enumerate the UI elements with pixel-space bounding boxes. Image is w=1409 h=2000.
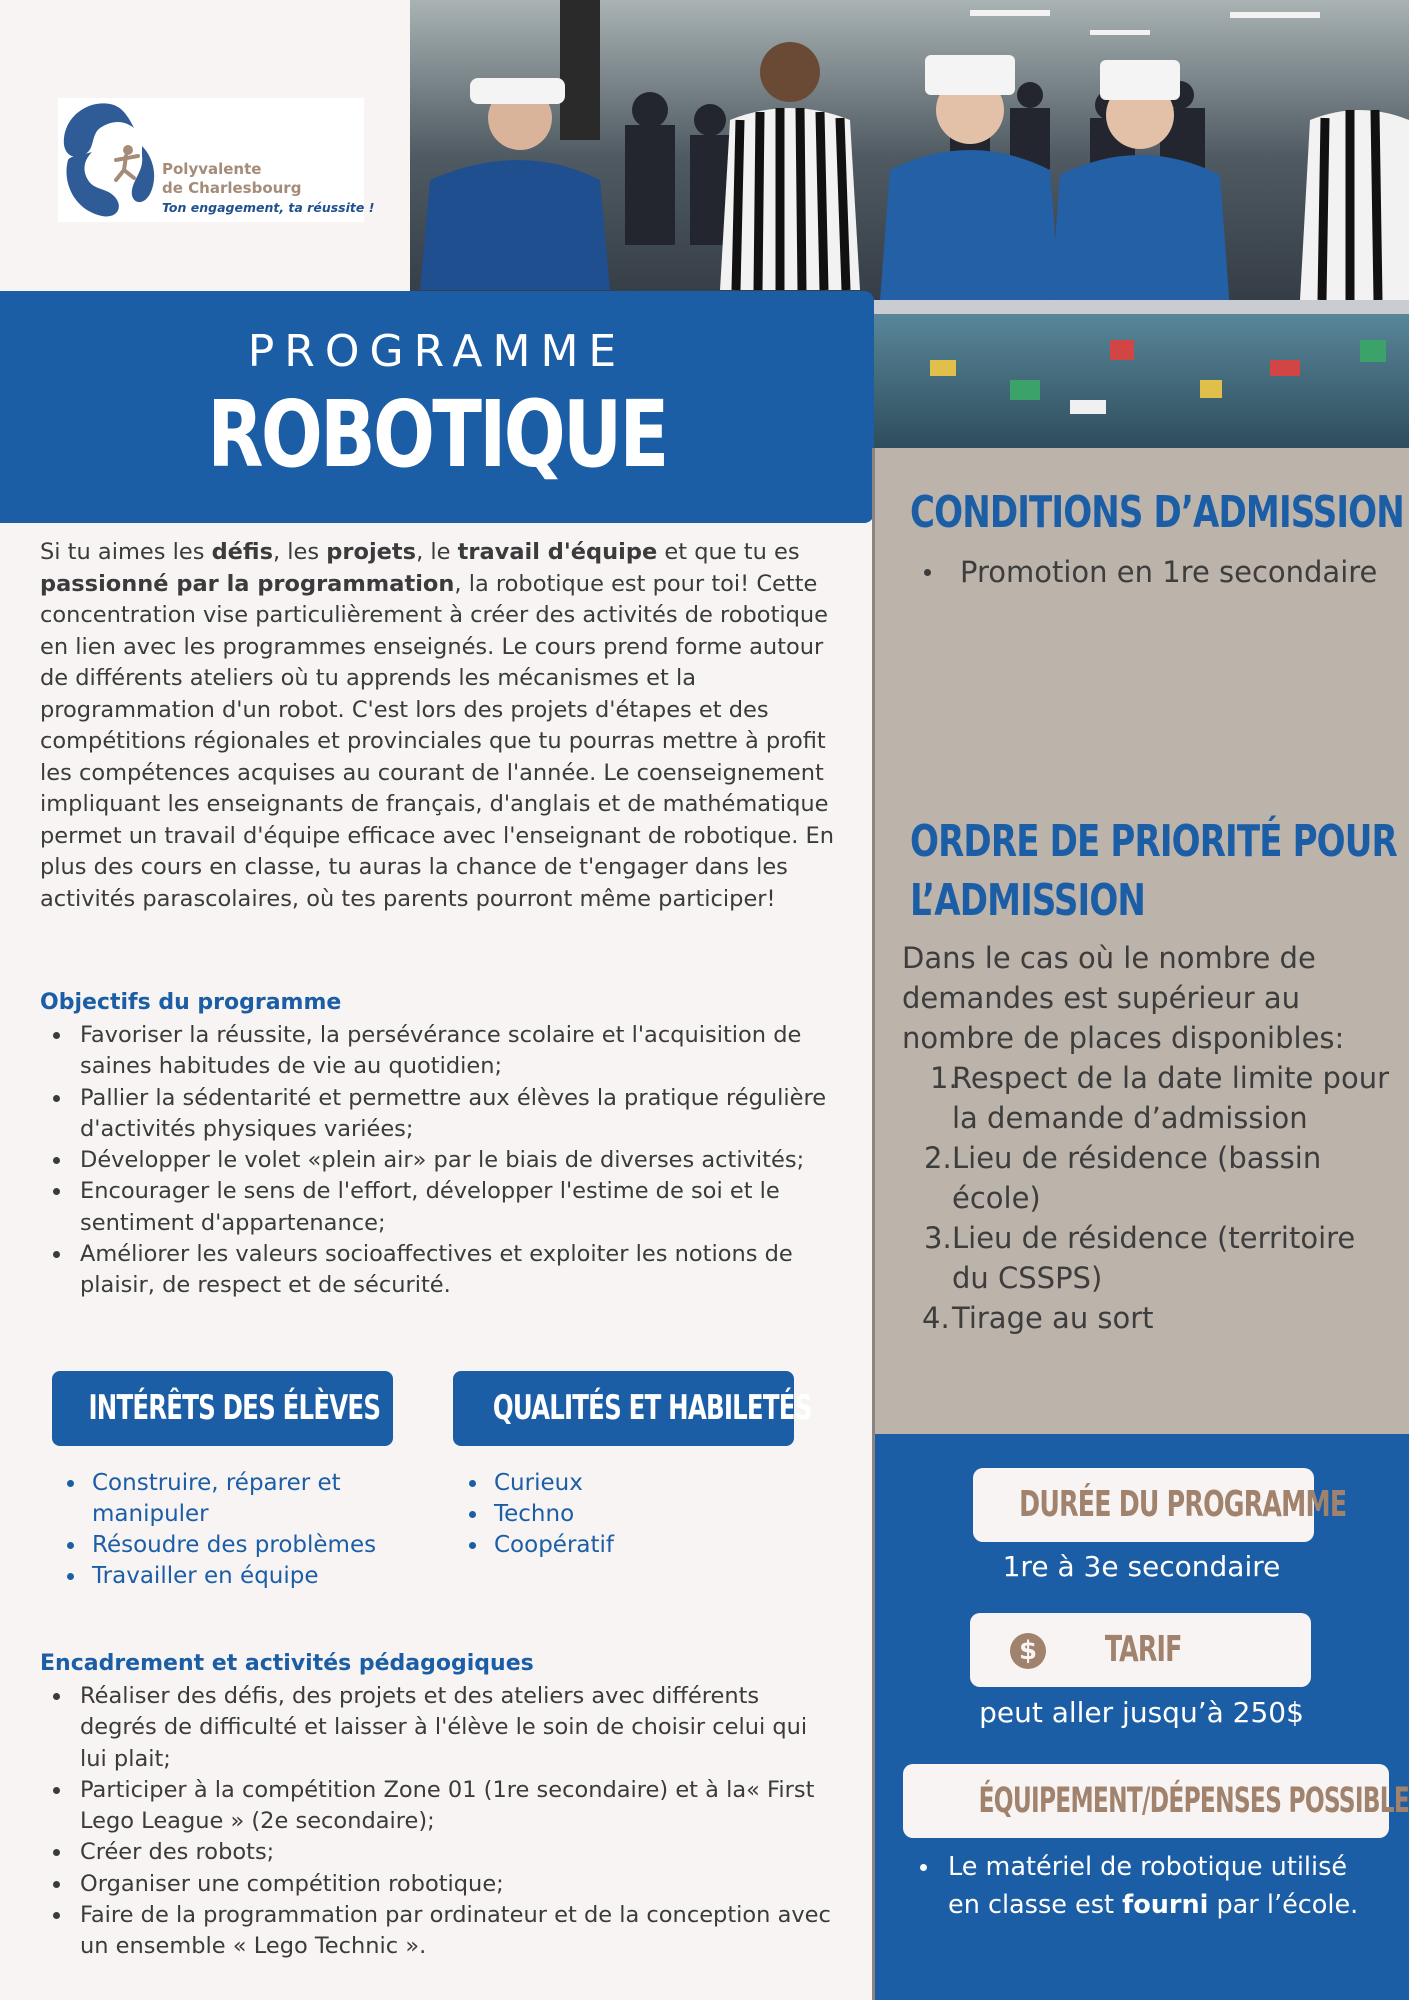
priority-item-text: Lieu de résidence (bassin école): [952, 1141, 1322, 1215]
list-item: Participer à la compétition Zone 01 (1re secondaire) et à la« First Lego League » (2e secondaire);: [40, 1775, 840, 1838]
list-item: Travailler en équipe: [52, 1561, 392, 1592]
logo-tagline: Ton engagement, ta réussite !: [162, 200, 375, 215]
priority-item-text: Lieu de résidence (territoire du CSSPS): [952, 1221, 1356, 1295]
priority-list: [902, 1058, 1392, 1338]
intro-text: , le: [416, 539, 458, 565]
conditions-heading: CONDITIONS D’ADMISSION: [910, 487, 1404, 538]
list-number: 1.: [930, 1061, 958, 1095]
equipment-text-part: par l’école.: [1208, 1890, 1359, 1920]
list-item: Résoudre des problèmes: [52, 1530, 392, 1561]
list-item: [922, 552, 1382, 592]
tariff-label: TARIF: [1105, 1629, 1182, 1670]
condition-text: Promotion en 1re secondaire: [960, 555, 1378, 589]
equipment-label: ÉQUIPEMENT/DÉPENSES POSSIBLE: [978, 1781, 1409, 1821]
intro-bold: projets: [326, 539, 417, 565]
intro-bold: défis: [211, 539, 273, 565]
list-item: Développer le volet «plein air» par le biais de diverses activités;: [40, 1145, 840, 1176]
list-number: 4.: [922, 1301, 950, 1335]
interests-list: [52, 1468, 392, 1592]
qualities-list: [454, 1468, 794, 1561]
interests-heading-box: [52, 1371, 393, 1446]
duration-label: DURÉE DU PROGRAMME: [1019, 1484, 1347, 1525]
bullet-dot: [924, 569, 931, 576]
objectives-heading: Objectifs du programme: [40, 990, 342, 1015]
duration-label-box: [973, 1468, 1347, 1542]
tariff-label-box: [970, 1613, 1311, 1687]
duration-value: 1re à 3e secondaire: [1002, 1550, 1281, 1583]
list-item: Pallier la sédentarité et permettre aux élèves la pratique régulière d'activités physiques variées;: [40, 1083, 840, 1146]
list-item: Créer des robots;: [40, 1837, 840, 1868]
school-logo: [58, 98, 375, 222]
intro-text: , la robotique est pour toi! Cette concentration vise particulièrement à créer des activités de robotique en lien avec les programmes enseignés. Le cours prend forme autour de différents ateliers où tu apprends les mécanismes et la programmation d'un robot. C'est lors des projets d'étapes et des compétitions régionales et provinciales que tu pourras mettre à profit les compétences acquises au courant de l'année. Le coenseignement impliquant les enseignants de français, d'anglais et de mathématique permet un travail d'équipe efficace avec l'enseignant de robotique. En plus des cours en classe, tu auras la chance de t'engager dans les activités parascolaires, où tes parents pourront même participer!: [40, 570, 834, 912]
list-item: [902, 1138, 1392, 1218]
list-item: Favoriser la réussite, la persévérance scolaire et l'acquisition de saines habitudes de vie au quotidien;: [40, 1020, 840, 1083]
dollar-icon: $: [1010, 1633, 1046, 1669]
equipment-text-part: Le matériel de robotique utilisé en classe est: [948, 1852, 1348, 1920]
interests-heading: INTÉRÊTS DES ÉLÈVES: [88, 1388, 381, 1428]
tariff-value: peut aller jusqu’à 250$: [979, 1696, 1304, 1729]
list-item: [910, 1848, 1380, 1924]
logo-name-line2: de Charlesbourg: [162, 179, 302, 197]
list-item: Curieux: [454, 1468, 794, 1499]
title-kicker: PROGRAMME: [247, 326, 627, 377]
title-text-container: [0, 291, 874, 523]
list-number: 2.: [924, 1141, 952, 1175]
equipment-text-bold: fourni: [1122, 1890, 1209, 1920]
intro-text: Si tu aimes les: [40, 539, 212, 565]
priority-heading-line2: L’ADMISSION: [910, 875, 1146, 926]
intro-paragraph: [40, 537, 840, 915]
intro-text: et que tu es: [657, 539, 800, 565]
priority-item-text: Respect de la date limite pour la demande d’admission: [952, 1061, 1390, 1135]
intro-text: , les: [273, 539, 327, 565]
list-item: Techno: [454, 1499, 794, 1530]
list-item: [902, 1218, 1392, 1298]
priority-item-text: Tirage au sort: [952, 1301, 1154, 1335]
logo-swirl-icon: [58, 98, 168, 222]
conditions-list: [922, 552, 1382, 592]
bullet-dot: [920, 1864, 927, 1871]
list-item: Coopératif: [454, 1530, 794, 1561]
logo-name-line1: Polyvalente: [162, 160, 262, 178]
priority-heading-line1: ORDRE DE PRIORITÉ POUR: [910, 816, 1397, 867]
list-item: Organiser une compétition robotique;: [40, 1869, 840, 1900]
column-divider: [872, 448, 875, 2000]
list-item: Améliorer les valeurs socioaffectives et exploiter les notions de plaisir, de respect et de sécurité.: [40, 1239, 840, 1302]
list-number: 3.: [924, 1221, 952, 1255]
list-item: [902, 1058, 1392, 1138]
equipment-text: [910, 1848, 1380, 1924]
equipment-label-box: [903, 1764, 1409, 1838]
objectives-list: [40, 1020, 840, 1302]
list-item: [902, 1298, 1392, 1338]
priority-intro: Dans le cas où le nombre de demandes est supérieur au nombre de places disponibles:: [902, 941, 1345, 1055]
intro-bold: passionné par la programmation: [40, 570, 455, 597]
page-title: ROBOTIQUE: [207, 381, 667, 488]
supervision-heading: Encadrement et activités pédagogiques: [40, 1651, 534, 1676]
qualities-heading-box: [453, 1371, 812, 1446]
qualities-heading: QUALITÉS ET HABILETÉS: [492, 1388, 812, 1428]
list-item: Construire, réparer et manipuler: [52, 1468, 392, 1530]
intro-bold: travail d'équipe: [457, 539, 658, 565]
list-item: Encourager le sens de l'effort, développer l'estime de soi et le sentiment d'appartenance;: [40, 1176, 840, 1239]
supervision-list: [40, 1681, 840, 1963]
list-item: Faire de la programmation par ordinateur et de la conception avec un ensemble « Lego Technic ».: [40, 1900, 840, 1963]
list-item: Réaliser des défis, des projets et des ateliers avec différents degrés de difficulté et laisser à l'élève le soin de choisir celui qui lui plait;: [40, 1681, 840, 1775]
